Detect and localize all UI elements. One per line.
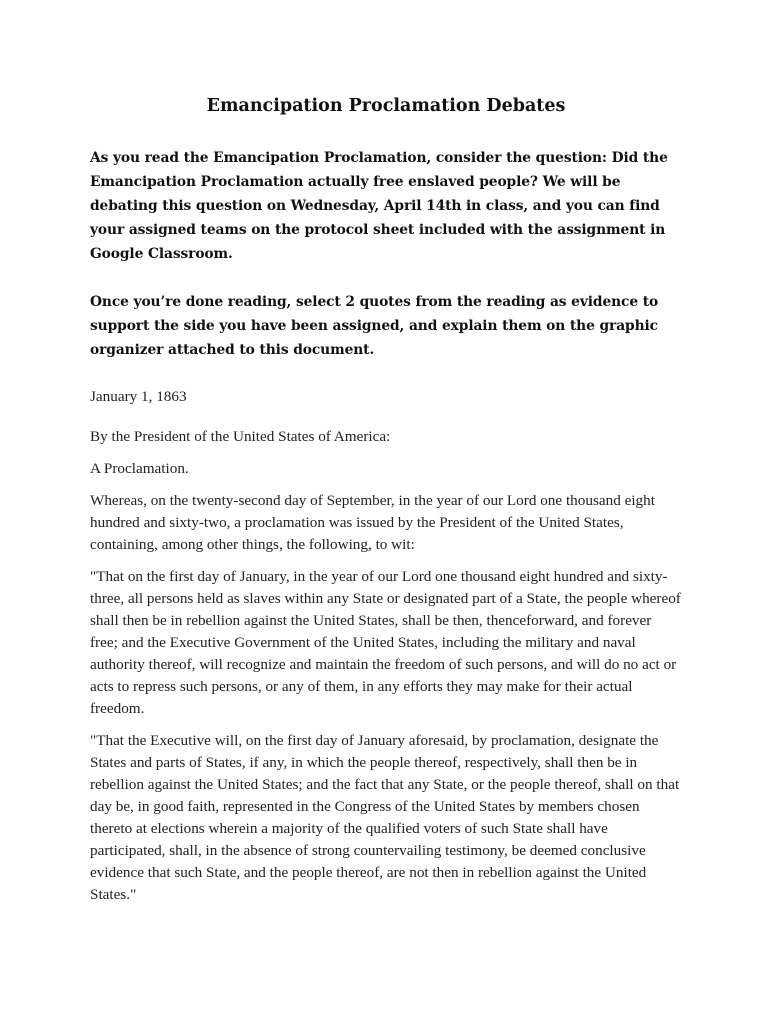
proclamation-paragraph: "That on the first day of January, in the year of our Lord one thousand eight hundred and sixty-three, all persons held as slaves within any State or designated part of a State, the people whereof shall then be in rebellion against the United States, shall be then, thenceforward, and forever free; and the Executive Government of the United States, including the military and naval authority thereof, will recognize and maintain the freedom of such persons, and will do no act or acts to repress such persons, or any of them, in any efforts they may make for their actual freedom.: [90, 568, 681, 717]
proclamation-paragraph: Whereas, on the twenty-second day of September, in the year of our Lord one thousand eight hundred and sixty-two, a proclamation was issued by the President of the United States, containing, among other things, the following, to wit:: [90, 492, 655, 553]
document-title: Emancipation Proclamation Debates: [206, 96, 566, 116]
instructions-paragraph: Once you’re done reading, select 2 quotes from the reading as evidence to support the side you have been assigned, and explain them on the graphic organizer attached to this document.: [90, 294, 659, 358]
instructions-block: [90, 146, 682, 362]
proclamation-text: [90, 386, 682, 906]
proclamation-date: January 1, 1863: [90, 388, 187, 405]
proclamation-paragraph: A Proclamation.: [90, 460, 189, 477]
document-page: [90, 92, 682, 916]
instructions-paragraph: As you read the Emancipation Proclamation, consider the question: Did the Emancipation Proclamation actually free enslaved people? We will be debating this question on Wednesday, April 14th in class, and you can find your assigned teams on the protocol sheet included with the assignment in Google Classroom.: [90, 150, 668, 262]
proclamation-paragraph: "That the Executive will, on the first day of January aforesaid, by proclamation, designate the States and parts of States, if any, in which the people thereof, respectively, shall then be in rebellion against the United States; and the fact that any State, or the people thereof, shall on that day be, in good faith, represented in the Congress of the United States by members chosen thereto at elections wherein a majority of the qualified voters of such State shall have participated, shall, in the absence of strong countervailing testimony, be deemed conclusive evidence that such State, and the people thereof, are not then in rebellion against the United States.": [90, 732, 680, 903]
proclamation-paragraph: By the President of the United States of America:: [90, 428, 391, 445]
